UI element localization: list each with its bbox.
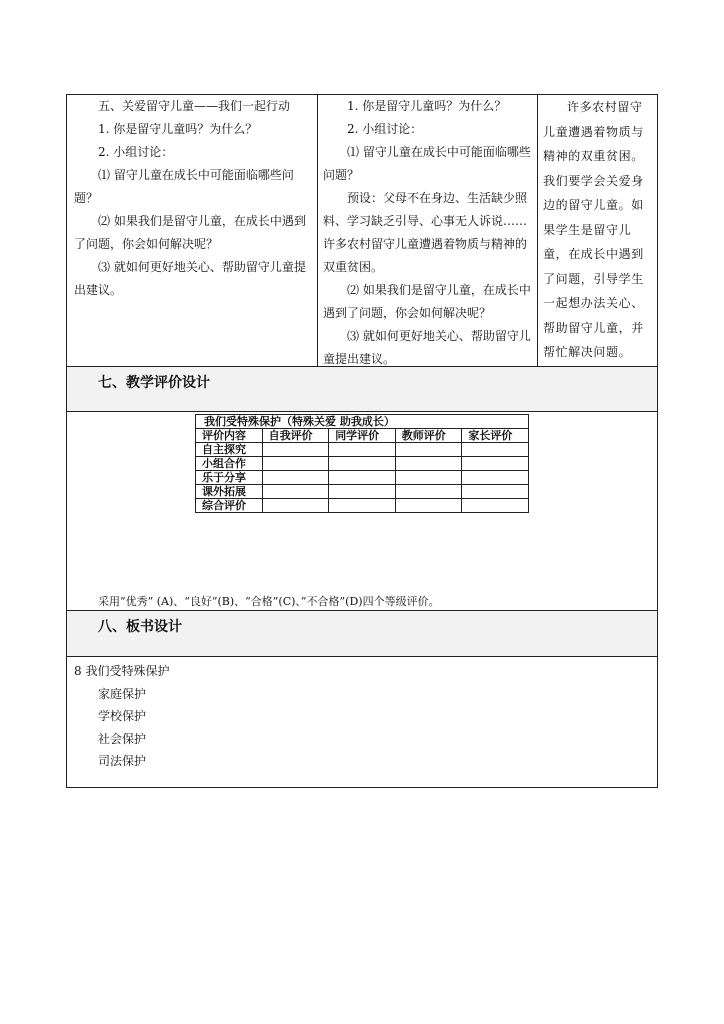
evaluation-cell [395,457,462,471]
activity-column-student [323,95,533,371]
evaluation-row-label: 课外拓展 [196,485,263,499]
evaluation-row-label: 乐于分享 [196,471,263,485]
section-title-board: 八、板书设计 [98,619,182,635]
evaluation-cell [462,443,529,457]
activity-item: 预设：父母不在身边、生活缺少照料、学习缺乏引导、心事无人诉说……许多农村留守儿童遭遇着物质与精神的双重贫困。 [323,191,528,274]
evaluation-header-cell: 教师评价 [395,429,462,443]
section-title-evaluation: 七、教学评价设计 [98,375,210,391]
evaluation-table [195,414,529,513]
row-divider [66,656,658,657]
row-divider [66,610,658,611]
evaluation-cell [329,471,396,485]
evaluation-row-label: 综合评价 [196,499,263,513]
evaluation-cell [395,471,462,485]
row-divider [66,411,658,412]
evaluation-table-caption: 我们受特殊保护（特殊关爱 助我成长） [196,415,529,429]
evaluation-row-label: 小组合作 [196,457,263,471]
design-intent-text: 许多农村留守儿童遭遇着物质与精神的双重贫困。我们要学会关爱身边的留守儿童。如果学生是留守儿童，在成长中遇到了问题，引导学生一起想办法关心、帮助留守儿童，并帮忙解决问题。 [543,100,644,359]
board-heading: 8 我们受特殊保护 [74,664,170,678]
activity-item: ⑵ 如果我们是留守儿童，在成长中遇到了问题，你会如何解决呢？ [74,214,306,251]
activity-item: ⑴ 留守儿童在成长中可能面临哪些问题？ [74,168,294,205]
evaluation-cell [462,485,529,499]
evaluation-cell [262,485,329,499]
table-row [196,485,529,499]
activity-column-intent [543,95,655,365]
table-row [196,471,529,485]
evaluation-cell [462,471,529,485]
activity-item: 2. 小组讨论： [347,122,423,136]
activity-item: ⑶ 就如何更好地关心、帮助留守儿童提出建议。 [323,329,531,366]
evaluation-cell [262,471,329,485]
activity-item: ⑴ 留守儿童在成长中可能面临哪些问题？ [323,145,531,182]
evaluation-header-cell: 自我评价 [262,429,329,443]
evaluation-cell [329,443,396,457]
evaluation-row-label: 自主探究 [196,443,263,457]
board-item: 社会保护 [98,731,147,746]
table-row [196,457,529,471]
evaluation-cell [395,443,462,457]
evaluation-header-row [196,429,529,443]
table-row [196,443,529,457]
evaluation-cell [329,457,396,471]
evaluation-cell [329,485,396,499]
evaluation-header-cell: 评价内容 [196,429,263,443]
column-divider [317,94,318,366]
evaluation-cell [329,499,396,513]
evaluation-cell [395,485,462,499]
activity-item: 1. 你是留守儿童吗？为什么？ [98,122,258,136]
evaluation-header-cell: 同学评价 [329,429,396,443]
evaluation-cell [262,457,329,471]
activity-column-teacher [74,95,312,302]
board-design [74,660,169,773]
column-divider [537,94,538,366]
activity-heading: 五、关爱留守儿童——我们一起行动 [98,99,291,113]
table-row [196,499,529,513]
grading-note: 采用”优秀” (A)、“良好”(B)、“合格”(C)、”不合格”(D)四个等级评价。 [98,595,440,608]
evaluation-cell [262,443,329,457]
evaluation-cell [462,457,529,471]
evaluation-cell [395,499,462,513]
activity-item: ⑵ 如果我们是留守儿童，在成长中遇到了问题，你会如何解决呢？ [323,283,531,320]
activity-item: ⑶ 就如何更好地关心、帮助留守儿童提出建议。 [74,260,306,297]
board-item: 司法保护 [98,754,147,768]
activity-item: 2. 小组讨论： [98,145,174,159]
evaluation-header-cell: 家长评价 [462,429,529,443]
evaluation-cell [262,499,329,513]
evaluation-cell [462,499,529,513]
board-item: 家庭保护 [98,686,147,701]
board-item: 学校保护 [98,709,147,723]
activity-item: 1. 你是留守儿童吗？为什么？ [347,99,507,113]
